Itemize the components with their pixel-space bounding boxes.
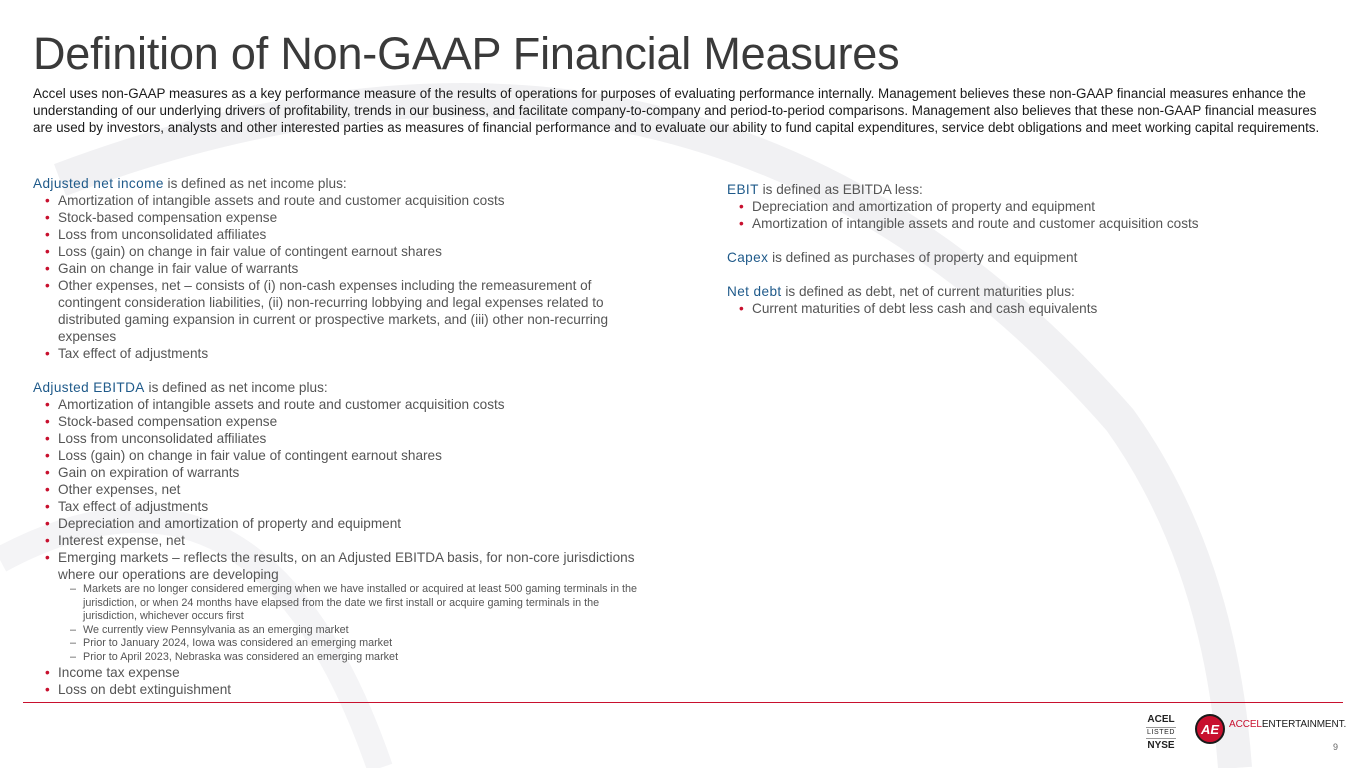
list-item: • Other expenses, net – consists of (i) non-cash expenses including the remeasurement of contingent consideration liabilities, (ii) non-recurring lobbying and legal expenses related to distributed gaming expansion in current or prospective markets, and (iii) other non-recurring expenses [58, 277, 653, 345]
sub-list-item: – Prior to April 2023, Nebraska was considered an emerging market [83, 651, 653, 665]
net-debt-definition [727, 283, 1327, 300]
capex-definition [727, 249, 1327, 266]
page-title: Definition of Non-GAAP Financial Measures [33, 28, 900, 79]
list-item: • Other expenses, net [58, 481, 653, 498]
ebit-rest: is defined as EBITDA less: [758, 182, 923, 197]
net-debt-list [727, 300, 1327, 317]
listed-label: LISTED [1146, 727, 1176, 739]
adjusted-net-income-list [33, 192, 653, 362]
list-item: • Amortization of intangible assets and route and customer acquisition costs [58, 192, 653, 209]
adjusted-net-income-rest: is defined as net income plus: [163, 176, 347, 191]
brand-rest: ENTERTAINMENT. [1261, 719, 1347, 730]
adjusted-ebitda-term: Adjusted EBITDA [33, 380, 145, 395]
ticker-label: ACEL [1147, 714, 1175, 725]
capex-term: Capex [727, 250, 769, 265]
list-item: • Gain on change in fair value of warrants [58, 260, 653, 277]
list-item: • Income tax expense [58, 664, 653, 681]
sub-list-item: – We currently view Pennsylvania as an emerging market [83, 624, 653, 638]
list-item: • Loss (gain) on change in fair value of contingent earnout shares [58, 447, 653, 464]
sub-list-item: – Prior to January 2024, Iowa was considered an emerging market [83, 637, 653, 651]
list-item: • Emerging markets – reflects the results, on an Adjusted EBITDA basis, for non-core jurisdictions where our operations are developing [58, 549, 653, 583]
net-debt-term: Net debt [727, 284, 782, 299]
list-item: • Stock-based compensation expense [58, 413, 653, 430]
list-item: • Tax effect of adjustments [58, 345, 653, 362]
footer-divider [23, 702, 1343, 703]
adjusted-net-income-definition [33, 175, 653, 192]
adjusted-ebitda-definition [33, 379, 653, 396]
adjusted-ebitda-list [33, 396, 653, 583]
list-item: • Depreciation and amortization of property and equipment [752, 198, 1327, 215]
left-column [33, 175, 653, 698]
nyse-listed-badge [1143, 714, 1179, 752]
adjusted-net-income-term: Adjusted net income [33, 176, 164, 191]
list-item: • Current maturities of debt less cash and cash equivalents [752, 300, 1327, 317]
list-item: • Loss from unconsolidated affiliates [58, 430, 653, 447]
list-item: • Loss from unconsolidated affiliates [58, 226, 653, 243]
list-item: • Amortization of intangible assets and route and customer acquisition costs [752, 215, 1327, 232]
sub-list-item: – Markets are no longer considered emerging when we have installed or acquired at least 500 gaming terminals in the jurisdiction, or when 24 months have elapsed from the date we first install or acquire gaming terminals in the jurisdiction, whichever occurs first [83, 583, 653, 624]
right-column [727, 181, 1327, 317]
list-item: • Loss (gain) on change in fair value of contingent earnout shares [58, 243, 653, 260]
page-number: 9 [1333, 742, 1339, 752]
list-item: • Interest expense, net [58, 532, 653, 549]
list-item: • Tax effect of adjustments [58, 498, 653, 515]
intro-paragraph: Accel uses non-GAAP measures as a key performance measure of the results of operations for purposes of evaluating performance internally. Management believes these non-GAAP financial measures enhance the understanding of our underlying drivers of profitability, trends in our business, and facilitate company-to-company and period-to-period comparisons. Management also believes that these non-GAAP financial measures are used by investors, analysts and other interested parties as measures of financial performance and to evaluate our ability to fund capital expenditures, service debt obligations and meet working capital requirements. [33, 86, 1320, 135]
brand-wordmark [1229, 719, 1346, 730]
emerging-markets-sublist [33, 583, 653, 664]
list-item: • Depreciation and amortization of property and equipment [58, 515, 653, 532]
exchange-label: NYSE [1147, 740, 1175, 751]
list-item: • Loss on debt extinguishment [58, 681, 653, 698]
list-item: • Gain on expiration of warrants [58, 464, 653, 481]
logo-mark: AE [1200, 722, 1220, 737]
list-item: • Amortization of intangible assets and route and customer acquisition costs [58, 396, 653, 413]
adjusted-ebitda-rest: is defined as net income plus: [144, 380, 328, 395]
ebit-definition [727, 181, 1327, 198]
list-item: • Stock-based compensation expense [58, 209, 653, 226]
accel-logo-icon [1195, 714, 1225, 744]
adjusted-ebitda-list-continued [33, 664, 653, 698]
capex-rest: is defined as purchases of property and equipment [768, 250, 1078, 265]
ebit-list [727, 198, 1327, 232]
net-debt-rest: is defined as debt, net of current maturities plus: [781, 284, 1075, 299]
ebit-term: EBIT [727, 182, 759, 197]
brand-accent: ACCEL [1229, 719, 1262, 730]
